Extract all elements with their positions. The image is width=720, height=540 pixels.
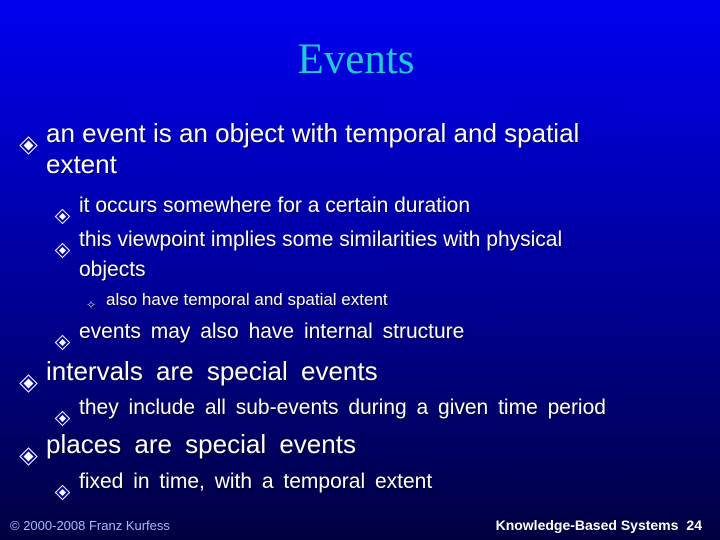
bullet-line: objects <box>79 258 146 281</box>
footer-course-name: Knowledge-Based Systems <box>495 517 679 533</box>
bullet-line: this viewpoint implies some similarities with physical <box>79 228 563 251</box>
bullet-level3 <box>86 290 388 310</box>
small-diamond-bullet-icon: ✧ <box>86 298 97 312</box>
bullet-line: places are special events <box>46 429 356 459</box>
diamond-bullet-icon <box>23 438 34 469</box>
diamond-bullet-icon <box>58 234 67 264</box>
bullet-line: it occurs somewhere for a certain duration <box>79 194 471 217</box>
bullet-level1 <box>18 118 579 180</box>
diamond-bullet-icon <box>23 365 34 396</box>
bullet-level2 <box>54 317 464 347</box>
bullet-line: extent <box>46 149 117 179</box>
page-number: 24 <box>686 517 702 533</box>
bullet-level2 <box>54 467 432 497</box>
bullet-level2 <box>54 191 470 221</box>
bullet-line: events may also have internal structure <box>79 320 465 343</box>
diamond-bullet-icon <box>23 127 34 158</box>
bullet-level2 <box>54 393 606 423</box>
footer-course <box>496 517 702 533</box>
footer-copyright: © 2000-2008 Franz Kurfess <box>10 518 170 533</box>
diamond-bullet-icon <box>58 476 67 506</box>
bullet-level1 <box>18 356 378 387</box>
bullet-level1 <box>18 429 356 460</box>
slide-title: Events <box>297 36 415 83</box>
bullet-line: also have temporal and spatial extent <box>106 290 388 309</box>
bullet-line: an event is an object with temporal and spatial <box>46 118 580 148</box>
diamond-bullet-icon <box>58 402 67 432</box>
diamond-bullet-icon <box>58 326 67 356</box>
bullet-level2 <box>54 225 562 285</box>
bullet-line: they include all sub-events during a given time period <box>79 396 606 419</box>
bullet-line: fixed in time, with a temporal extent <box>79 470 433 493</box>
bullet-line: intervals are special events <box>46 356 378 386</box>
